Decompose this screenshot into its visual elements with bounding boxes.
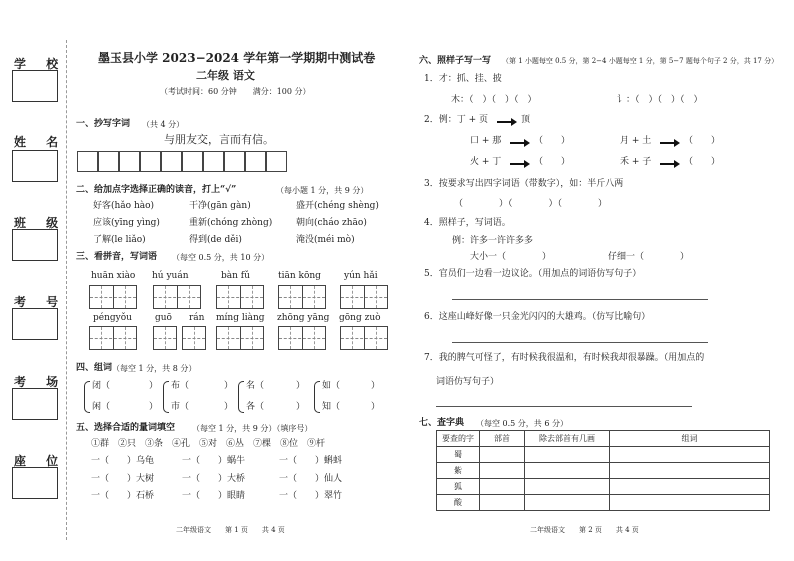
- seat-label: 座 位: [14, 454, 67, 468]
- page-title: 墨玉县小学 2023−2024 学年第一学期期中测试卷: [98, 51, 376, 65]
- seat-field[interactable]: [12, 467, 58, 499]
- page-footer-right: 二年级语文 第 2 页 共 4 页: [530, 526, 639, 534]
- q4-example: 例：许多一许许多多: [452, 236, 534, 246]
- table-row: [437, 447, 770, 463]
- tianzige-box[interactable]: [89, 285, 137, 309]
- answer-line[interactable]: [452, 299, 708, 300]
- table-header-row: [437, 431, 770, 447]
- tianzige-box[interactable]: [216, 326, 264, 350]
- exam-no-field[interactable]: [12, 308, 58, 340]
- paren-close: ）: [224, 381, 234, 391]
- copy-cell[interactable]: [266, 151, 287, 172]
- brace: [163, 381, 169, 413]
- paren-close: ）: [371, 381, 381, 391]
- measure-item[interactable]: 一（ ）仙人: [279, 474, 343, 484]
- group-word[interactable]: 名（: [246, 381, 265, 391]
- paren-close: ）: [149, 381, 159, 391]
- group-word[interactable]: 布（: [171, 381, 190, 391]
- q7-cont: 词语仿写句子）: [436, 377, 500, 387]
- measure-item[interactable]: 一（ ）翠竹: [279, 491, 343, 501]
- pinyin: guō: [155, 313, 172, 323]
- s6-heading: 六、照样子写一写: [419, 56, 492, 66]
- class-label: 班 级: [14, 216, 67, 230]
- s2-heading: 二、给加点字选择正确的读音，打上“√”: [76, 185, 237, 195]
- dictionary-table: [436, 430, 770, 511]
- measure-options: ①群 ②只 ③条 ④孔 ⑤对 ⑥丛 ⑦棵 ⑧位 ⑨杆: [91, 439, 326, 449]
- q4: 4．照样子，写词语。: [424, 218, 511, 228]
- s5-heading: 五、选择合适的量词填空: [76, 423, 176, 433]
- measure-item[interactable]: 一（ ）蜗牛: [182, 456, 246, 466]
- answer-cell[interactable]: [610, 495, 770, 511]
- q3-blanks[interactable]: （ ）（ ）（ ）: [454, 199, 608, 209]
- s2-item[interactable]: 淹没(méi mò): [296, 235, 355, 245]
- answer-cell[interactable]: [480, 447, 525, 463]
- table-row: [437, 479, 770, 495]
- group-word[interactable]: 闭（: [92, 381, 111, 391]
- answer-cell[interactable]: [525, 479, 610, 495]
- brace: [314, 381, 320, 413]
- arrow-icon: [510, 163, 526, 165]
- tianzige-box[interactable]: [340, 285, 388, 309]
- answer-cell[interactable]: [480, 463, 525, 479]
- copy-cell[interactable]: [224, 151, 245, 172]
- pinyin: yún hǎi: [344, 271, 378, 281]
- measure-item[interactable]: 一（ ）蝌蚪: [279, 456, 343, 466]
- grade-subject: 二年级 语文: [196, 69, 255, 82]
- col-header: 要查的字: [437, 431, 480, 447]
- col-header: 组词: [610, 431, 770, 447]
- tianzige-box[interactable]: [278, 285, 326, 309]
- s2-item[interactable]: 朝向(cháo zhāo): [296, 218, 367, 228]
- group-word[interactable]: 各（: [246, 402, 265, 412]
- q2-item: 口 + 那: [470, 136, 502, 146]
- tianzige-box[interactable]: [278, 326, 326, 350]
- tianzige-box[interactable]: [153, 285, 201, 309]
- s2-item[interactable]: 重新(chóng zhòng): [189, 218, 273, 228]
- answer-line[interactable]: [436, 406, 692, 407]
- group-word[interactable]: 闲（: [92, 402, 111, 412]
- s1-heading: 一、抄写字词: [76, 119, 131, 129]
- answer-cell[interactable]: [525, 495, 610, 511]
- s2-item[interactable]: 干净(gān gàn): [189, 201, 251, 211]
- q2-answer: 顶: [521, 115, 531, 125]
- s3-note: （每空 0.5 分，共 10 分）: [172, 253, 270, 262]
- q3: 3．按要求写出四字词语（带数字），如：半斤八两: [424, 179, 624, 189]
- binding-line: [66, 40, 67, 540]
- copy-cell[interactable]: [140, 151, 161, 172]
- table-row: [437, 495, 770, 511]
- q2-item: 禾 + 子: [620, 157, 652, 167]
- q1-b[interactable]: 讠：（ ）（ ）（ ）: [617, 95, 703, 105]
- q2-blank[interactable]: （ ）: [684, 157, 721, 167]
- school-field[interactable]: [12, 70, 58, 102]
- answer-cell[interactable]: [525, 463, 610, 479]
- q2-item: 火 + 丁: [470, 157, 502, 167]
- q2-item: 月 + 土: [620, 136, 652, 146]
- tianzige-box[interactable]: [153, 326, 177, 350]
- pinyin: péngyǒu: [93, 313, 132, 323]
- paren-close: ）: [296, 381, 306, 391]
- s2-item[interactable]: 了解(le liǎo): [93, 235, 146, 245]
- arrow-icon: [497, 121, 513, 123]
- room-label: 考 场: [14, 375, 67, 389]
- pinyin: rán: [189, 313, 205, 323]
- q1: 1．才：抓、挂、披: [424, 74, 502, 84]
- s1-note: （共 4 分）: [142, 120, 185, 129]
- measure-item[interactable]: 一（ ）大桥: [182, 474, 246, 484]
- lookup-char: 酸: [437, 495, 480, 511]
- school-label: 学 校: [14, 57, 67, 71]
- paren-close: ）: [224, 402, 234, 412]
- lookup-char: 蜀: [437, 447, 480, 463]
- q2: 2．例：丁 + 页: [424, 115, 488, 125]
- answer-cell[interactable]: [525, 447, 610, 463]
- s5-note: （每空 1 分，共 9 分）（填序号）: [192, 424, 313, 433]
- s7-note: （每空 0.5 分，共 6 分）: [476, 419, 568, 428]
- q5: 5．官员们一边看一边议论。（用加点的词语仿写句子）: [424, 269, 642, 279]
- exam-info: （考试时间：60 分钟 满分：100 分）: [160, 87, 311, 96]
- q2-blank[interactable]: （ ）: [534, 157, 571, 167]
- measure-item[interactable]: 一（ ）石桥: [91, 491, 155, 501]
- measure-item[interactable]: 一（ ）大树: [91, 474, 155, 484]
- page-footer-left: 二年级语文 第 1 页 共 4 页: [176, 526, 285, 534]
- measure-item[interactable]: 一（ ）眼睛: [182, 491, 246, 501]
- answer-cell[interactable]: [480, 495, 525, 511]
- group-word[interactable]: 如（: [322, 381, 341, 391]
- tianzige-box[interactable]: [340, 326, 388, 350]
- answer-cell[interactable]: [610, 463, 770, 479]
- arrow-icon: [660, 163, 676, 165]
- s6-note: （第 1 小题每空 0.5 分，第 2−4 小题每空 1 分，第 5−7 题每个句子 2 分，共 17 分）: [502, 57, 779, 65]
- pinyin: gōng zuò: [339, 313, 381, 323]
- pinyin: tiān kōng: [278, 271, 321, 281]
- s2-item[interactable]: 得到(de děi): [189, 235, 242, 245]
- lookup-char: 狐: [437, 479, 480, 495]
- arrow-icon: [660, 142, 676, 144]
- q4-a[interactable]: 大小一（ ）: [470, 252, 552, 262]
- pinyin: zhōng yāng: [277, 313, 330, 323]
- pinyin: huān xiào: [91, 271, 136, 281]
- s4-heading: 四、组词: [76, 363, 113, 373]
- s2-note: （每小题 1 分，共 9 分）: [276, 186, 369, 195]
- table-row: [437, 463, 770, 479]
- tianzige-box[interactable]: [89, 326, 137, 350]
- s2-item[interactable]: 好客(hǎo hào): [93, 201, 155, 211]
- copy-cell[interactable]: [245, 151, 266, 172]
- paren-close: ）: [296, 402, 306, 412]
- tianzige-box[interactable]: [216, 285, 264, 309]
- q1-a[interactable]: 木：（ ）（ ）（ ）: [451, 95, 537, 105]
- q7: 7．我的脾气可怪了，有时候我很温和，有时候我却很暴躁。（用加点的: [424, 353, 705, 363]
- lookup-char: 紫: [437, 463, 480, 479]
- name-label: 姓 名: [14, 135, 67, 149]
- pinyin: míng liàng: [216, 313, 265, 323]
- measure-item[interactable]: 一（ ）乌龟: [91, 456, 155, 466]
- group-word[interactable]: 知（: [322, 402, 341, 412]
- paren-close: ）: [371, 402, 381, 412]
- s2-item[interactable]: 盛开(chéng shèng): [296, 201, 379, 211]
- answer-cell[interactable]: [610, 479, 770, 495]
- copy-cell[interactable]: [98, 151, 119, 172]
- copy-cell[interactable]: [161, 151, 182, 172]
- exam-no-label: 考 号: [14, 295, 67, 309]
- s4-note: （每空 1 分，共 8 分）: [112, 364, 197, 373]
- pinyin: bàn fǔ: [221, 271, 250, 281]
- paren-close: ）: [149, 402, 159, 412]
- copy-cell[interactable]: [119, 151, 140, 172]
- q2-blank[interactable]: （ ）: [534, 136, 571, 146]
- answer-cell[interactable]: [480, 479, 525, 495]
- col-header: 除去部首有几画: [525, 431, 610, 447]
- s3-heading: 三、看拼音，写词语: [76, 252, 158, 262]
- class-field[interactable]: [12, 229, 58, 261]
- copy-cell[interactable]: [203, 151, 224, 172]
- brace: [84, 381, 90, 413]
- col-header: 部首: [480, 431, 525, 447]
- copy-cell[interactable]: [77, 151, 98, 172]
- name-field[interactable]: [12, 150, 58, 182]
- s2-item[interactable]: 应该(yīng yìng): [93, 218, 160, 228]
- tianzige-box[interactable]: [182, 326, 206, 350]
- s7-heading: 七、查字典: [419, 418, 465, 428]
- answer-cell[interactable]: [610, 447, 770, 463]
- group-word[interactable]: 市（: [171, 402, 190, 412]
- copy-text: 与朋友交，言而有信。: [164, 133, 274, 146]
- copy-cell[interactable]: [182, 151, 203, 172]
- answer-line[interactable]: [452, 342, 708, 343]
- q6: 6．这座山峰好像一只金光闪闪的大雄鸡。（仿写比喻句）: [424, 312, 651, 322]
- room-field[interactable]: [12, 388, 58, 420]
- q4-b[interactable]: 仔细一（ ）: [608, 252, 690, 262]
- arrow-icon: [510, 142, 526, 144]
- q2-blank[interactable]: （ ）: [684, 136, 721, 146]
- pinyin: hú yuán: [152, 271, 189, 281]
- brace: [238, 381, 244, 413]
